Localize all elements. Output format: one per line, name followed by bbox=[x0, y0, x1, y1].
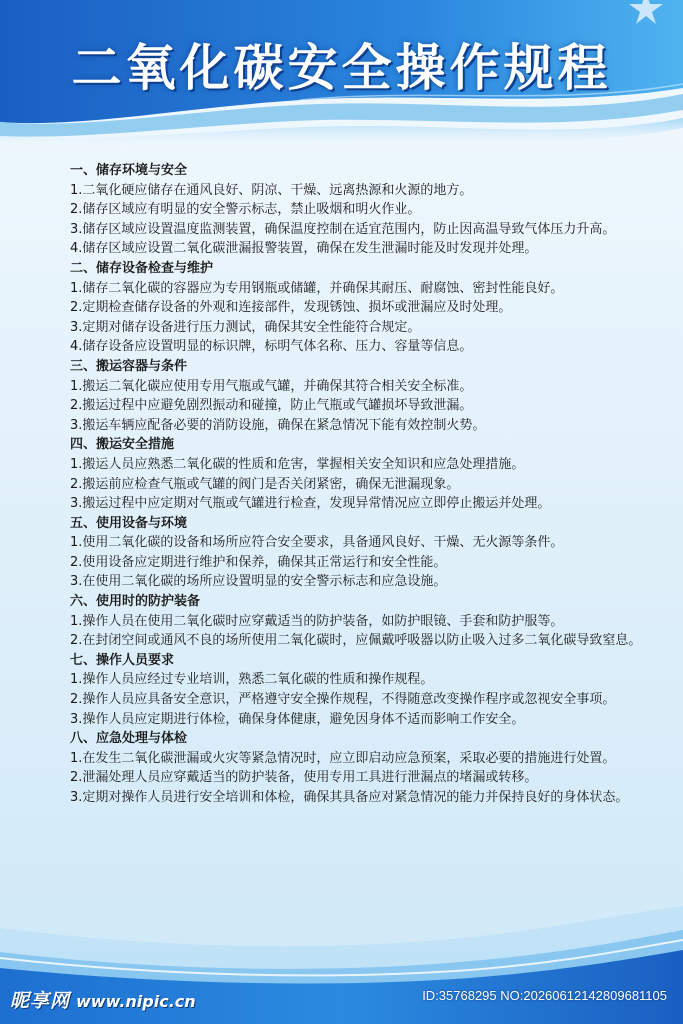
section-item: 1.搬运二氧化碳应使用专用气瓶或气罐，并确保其符合相关安全标准。 bbox=[70, 378, 473, 394]
section bbox=[44, 514, 652, 592]
star-icon bbox=[628, 0, 664, 30]
section-item: 2.在封闭空间或通风不良的场所使用二氧化碳时，应佩戴呼吸器以防止吸入过多二氧化碳导致窒息。 bbox=[70, 633, 642, 649]
section bbox=[44, 729, 652, 807]
section-item: 4.储存设备应设置明显的标识牌，标明气体名称、压力、容量等信息。 bbox=[70, 339, 473, 355]
section-title: 七、操作人员要求 bbox=[70, 652, 175, 668]
section-item: 3.定期对操作人员进行安全培训和体检，确保其具备应对紧急情况的能力并保持良好的身体状态。 bbox=[70, 790, 629, 805]
section-item: 2.泄漏处理人员应穿戴适当的防护装备，使用专用工具进行泄漏点的堵漏或转移。 bbox=[70, 770, 538, 786]
section-item: 1.使用二氧化碳的设备和场所应符合安全要求，具备通风良好、干燥、无火源等条件。 bbox=[70, 535, 564, 551]
section-item: 1.操作人员在使用二氧化碳时应穿戴适当的防护装备，如防护眼镜、手套和防护服等。 bbox=[70, 613, 564, 629]
section-item: 3.定期对储存设备进行压力测试，确保其安全性能符合规定。 bbox=[70, 319, 421, 335]
section-item: 3.搬运车辆应配备必要的消防设施，确保在紧急情况下能有效控制火势。 bbox=[70, 417, 486, 433]
header-banner bbox=[0, 0, 683, 150]
section-title: 六、使用时的防护装备 bbox=[70, 594, 201, 610]
section-item: 2.使用设备应定期进行维护和保养，确保其正常运行和安全性能。 bbox=[70, 554, 447, 570]
section bbox=[44, 592, 652, 651]
section-item: 3.储存区域应设置温度监测装置，确保温度控制在适宜范围内，防止因高温导致气体压力升高。 bbox=[70, 221, 616, 237]
section bbox=[44, 357, 652, 435]
section-title: 二、储存设备检查与维护 bbox=[70, 260, 214, 276]
section-item: 2.搬运过程中应避免剧烈振动和碰撞，防止气瓶或气罐损坏导致泄漏。 bbox=[70, 398, 473, 414]
image-id-text: ID:35768295 NO:20260612142809681105 bbox=[422, 988, 667, 1003]
section-item: 3.操作人员应定期进行体检，确保身体健康，避免因身体不适而影响工作安全。 bbox=[70, 711, 525, 727]
section-item: 1.储存二氧化碳的容器应为专用钢瓶或储罐，并确保其耐压、耐腐蚀、密封性能良好。 bbox=[70, 280, 564, 296]
section-title: 五、使用设备与环境 bbox=[70, 515, 188, 531]
section-title: 三、搬运容器与条件 bbox=[70, 358, 188, 374]
watermark-brand bbox=[10, 986, 196, 1013]
section-item: 3.在使用二氧化碳的场所应设置明显的安全警示标志和应急设施。 bbox=[70, 574, 447, 590]
section-item: 2.操作人员应具备安全意识，严格遵守安全操作规程，不得随意改变操作程序或忽视安全事项。 bbox=[70, 692, 616, 708]
watermark-url: www.nipic.cn bbox=[76, 992, 196, 1011]
section-title: 四、搬运安全措施 bbox=[70, 437, 175, 453]
section-item: 1.在发生二氧化碳泄漏或火灾等紧急情况时，应立即启动应急预案，采取必要的措施进行处置。 bbox=[70, 750, 616, 766]
section bbox=[44, 651, 652, 729]
section-item: 2.搬运前应检查气瓶或气罐的阀门是否关闭紧密，确保无泄漏现象。 bbox=[70, 476, 460, 492]
section-item: 2.定期检查储存设备的外观和连接部件，发现锈蚀、损坏或泄漏应及时处理。 bbox=[70, 300, 512, 316]
section-item: 1.二氧化硬应储存在通风良好、阴凉、干燥、远离热源和火源的地方。 bbox=[70, 182, 473, 198]
section-item: 2.储存区域应有明显的安全警示标志，禁止吸烟和明火作业。 bbox=[70, 202, 421, 218]
section-title: 八、应急处理与体检 bbox=[70, 731, 188, 747]
section bbox=[44, 435, 652, 513]
section-item: 1.搬运人员应熟悉二氧化碳的性质和危害，掌握相关安全知识和应急处理措施。 bbox=[70, 456, 525, 472]
section-item: 4.储存区域应设置二氧化碳泄漏报警装置，确保在发生泄漏时能及时发现并处理。 bbox=[70, 241, 538, 257]
section-item: 3.搬运过程中应定期对气瓶或气罐进行检查，发现异常情况应立即停止搬运并处理。 bbox=[70, 496, 551, 512]
section-title: 一、储存环境与安全 bbox=[70, 163, 188, 178]
regulation-content bbox=[44, 161, 652, 808]
page-title: 二氧化碳安全操作规程 bbox=[71, 39, 612, 97]
watermark-logo: 昵享网 bbox=[10, 990, 71, 1012]
section-item: 1.操作人员应经过专业培训，熟悉二氧化碳的性质和操作规程。 bbox=[70, 672, 434, 688]
section bbox=[44, 161, 652, 259]
section bbox=[44, 259, 652, 357]
